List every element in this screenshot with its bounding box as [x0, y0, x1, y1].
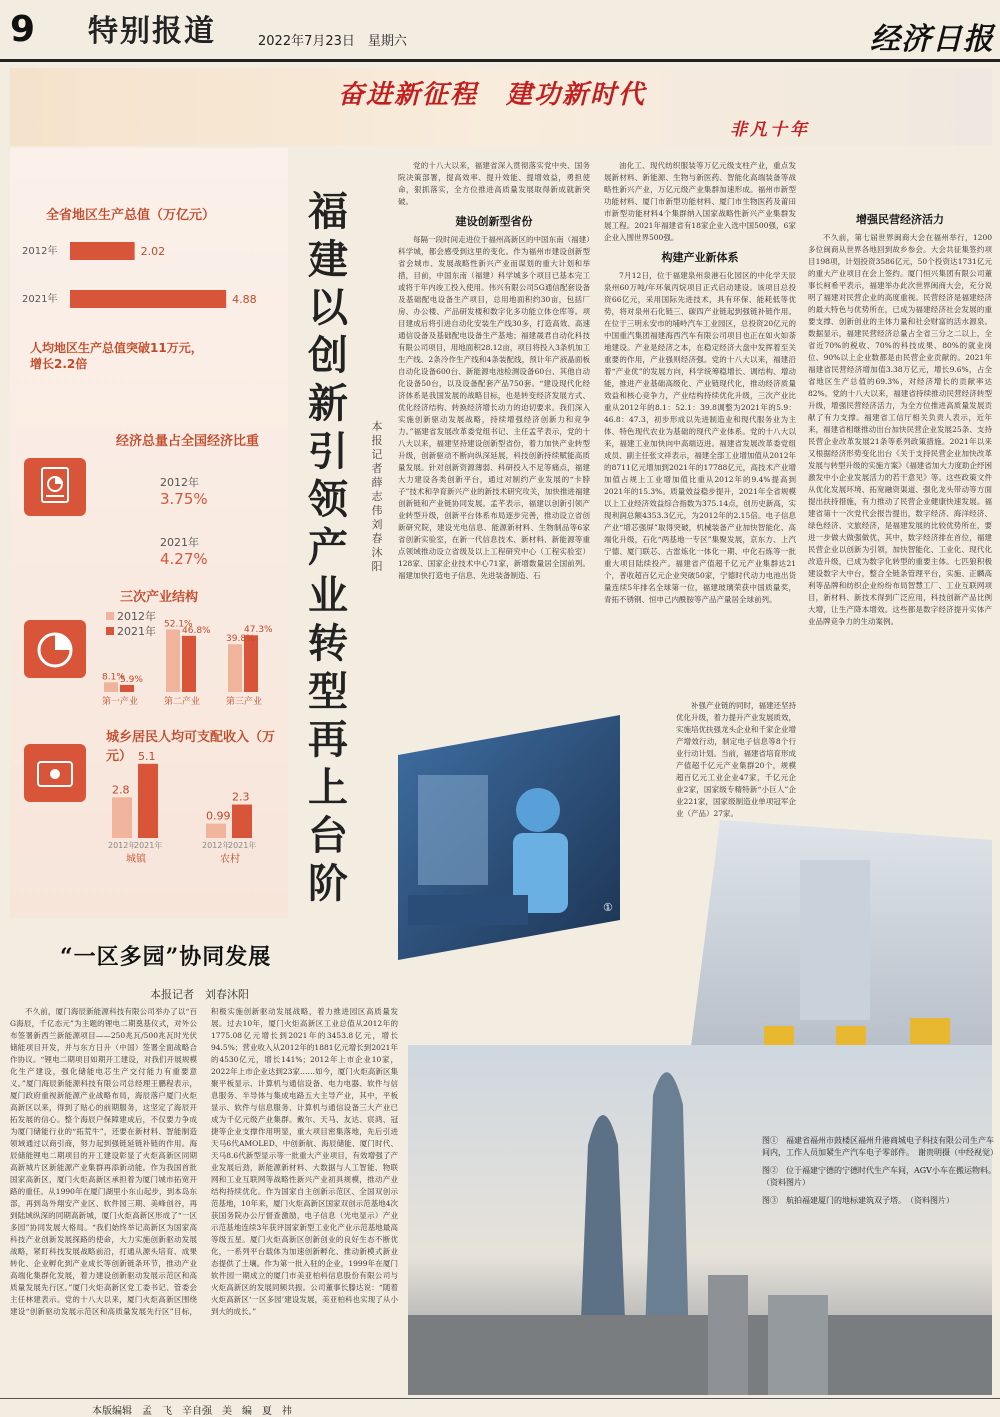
- industry-legend-2021: 2021年: [106, 623, 156, 639]
- article-column-1: 党的十八大以来，福建省深入贯彻落实党中央、国务院决策部署，提高效率、提升效能、提增效益，勇担使命，狠抓落实，全方位推进高质量发展取得新成就新突破。 建设创新型省份 每隔一段时间走进位于福州高新区的中国东南（福建）科学城，都会感受到这里的变化。作为福州市建设创新型省会城市、发展战略性新兴产业而谋划的重大计划和举措，目前，中国东南（福建）科学城多个项目已基本完工或将于年内竣工投入使用。伟兴有限公司5G通信配套设备及基础配电设备生产项目，总用地面积约30亩，包括厂房、办公楼、产品研发楼和数字化多功能立体仓库等。项目建成后将引进自动化安装生产线30多，打造高效、高速通信设备及基础配电设备生产基地；福建晟君自动化科技有限公司项目，用地面积28.12亩，项目将投入3条机加工生产线、2条冷作生产线和4条装配线，预计年产液晶面板自动化设备600台、新能源电池检测设备60台、其他自动化设备50台，以及设备配套产品750套。“建设现代化经济体系是我国发展的战略目标，也是转变经济发展方式、优化经济结构、转换经济增长动力的迫切要求。我们深入实施创新驱动发展战略，持续增强经济创新力和竞争力。”福建省发展改革委党组书记、主任孟芊表示，党的十八大以来，福建坚持建设创新型省份，着力加快产业转型升级，创新驱动不断向纵深延展，科技创新持续赋能高质量发展。针对创新资源薄弱、科研投入不足等痛点，福建大力建设各类创新平台，通过对制约产业发展的“卡脖子”技术和孕育新兴产业的新技术研究攻关，加快推进福建创新链和产业链协同发展。孟芊表示，福建以创新引领产业转型升级，创新平台体系布局逐步完善，推动设立省创新研究院，建设光电信息、能源新材料、生物制品等6家省创新实验室，在新一代信息技术、新材料、新能源等重点领域推动设立省级及以上工程研究中心（工程实验室）128家、国家企业技术中心71家，新增数量居全国前列。福建加快打造电子信息、先进装备制造、石: [398, 161, 590, 580]
- industry-value-2021: 5.9%: [120, 674, 143, 685]
- gdp-year-label: 2021年: [22, 294, 58, 305]
- article-byline: 本报记者 薛志伟 刘春沐阳: [371, 420, 394, 573]
- industry-value-2012: 8.1%: [102, 672, 125, 683]
- subhead-private-economy: 增强民营经济活力: [856, 213, 944, 226]
- industry-category-label: 第二产业: [164, 697, 201, 707]
- industry-bar-2021: [120, 685, 134, 692]
- income-year-2012: 2012年: [108, 841, 137, 850]
- income-year-2012: 2012年: [202, 841, 231, 850]
- gdp-bar: [70, 242, 135, 260]
- share-year-2021: 2021年: [160, 536, 199, 549]
- caption-1: 图① 福建省福州市鼓楼区福州升港商城电子科技有限公司生产车间内，工作人员加紧生产汽车电子零部件。 谢贵明摄（中经视觉）: [762, 1136, 998, 1157]
- income-bar-chart: [94, 738, 286, 868]
- industry-bar-2012: [166, 629, 180, 692]
- article-column-2b: 补强产业链的同时，福建还坚持优化升级，着力提升产业发展质效，实施培优扶强龙头企业和千家企业增产增效行动，制定电子信息等8个行业行动计划。当前，福建省培育形成产值超千亿元产业集群20个，规模超百亿元工业企业47家，千亿元企业2家，国家级专精特新“小巨人”企业221家，国家级制造业单项冠军企业（产品）27家。: [676, 701, 796, 818]
- industry-value-2012: 52.1%: [164, 619, 193, 630]
- masthead-logo: 经济日报: [870, 22, 994, 57]
- income-year-2021: 2021年: [228, 841, 257, 850]
- gdp-chart-title: 全省地区生产总值（万亿元）: [46, 208, 216, 223]
- banner-headline: 奋进新征程 建功新时代: [338, 80, 647, 110]
- income-category-label: 城镇: [126, 854, 146, 865]
- section2-title: “一区多园”协同发展: [60, 944, 272, 970]
- industry-legend-2012: 2012年: [106, 608, 156, 624]
- caption-2: 图② 位于福建宁德的宁德时代生产车间，AGV小车在搬运物料。 （资料图片）: [762, 1166, 1000, 1187]
- subhead-industry-system: 构建产业新体系: [661, 251, 739, 264]
- industry-category-label: 第三产业: [226, 697, 263, 707]
- income-chart-title: 城乡居民人均可支配收入（万元）: [106, 730, 276, 764]
- photo-factory-worker: [398, 715, 620, 960]
- share-year-2012: 2012年: [160, 476, 199, 489]
- section2-body: 不久前，厦门海辰新能源科技有限公司举办了以“百G海辰，千亿态元”为主题的锂电二期奠基仪式，对外公布签署新西兰新能源项目——250兆瓦/500兆瓦时光伏储能项目开发，并与东方日升（中国）签署全面战略合作协议。“锂电二期项目如期开工建设，对我们开展规模化生产建设，强化储能电芯生产交付能力有重要意义。”厦门海辰新能源科技有限公司总经理王鹏程表示，厦门政府重视新能源产业战略布局，海辰落户厦门火炬高新区以来，得到了贴心的前期服务，这坚定了海辰开拓发展的信心。整个海辰户保障建成后，不仅要力争成为厦门储能行业的“拓荒牛”，还要在新材料、智能制造领域通过以商引商，努力起到强链延链补链的作用。海辰储能锂电二期项目的开工建设彰显了火炬高新区同期高新城片区新能源产业集群再添新动能。作为我国首批国家高新区，厦门火炬高新区承担着为厦门城市拓宽开路的重任。从1990年在厦门湖里小东山起步，到本岛东部，再到岛外翔安产业区、软件园三期、美峰创谷，再到陆域纵深的同期高新城，厦门火炬高新区形成了“一区多园”协同发展大格局。“我们始终举记高新区为国家高科技产业创新发展探路的使命，大力实施创新驱动发展战略，紧盯科技发展战略前沿，打通从源头培育、成果转化、企业孵化到产业成长等创新链条环节，推动产业高端化集群化发展，着力建设创新驱动发展示范区和高质量发展先行区。”厦门火炬高新区党工委书记、管委会主任林建表示。党的十八大以来，厦门火炬高新区围绕建设“创新驱动发展示范区和高质量发展先行区”目标，积极实施创新驱动发展战略，着力推进园区高质量发展。过去10年，厦门火炬高新区工业总值从2012年的1775.08亿元增长到2021年的3453.8亿元，增长94.5%；营业收入从2012年的1881亿元增长到2021年的4530亿元，增长141%；2012年上市企业10家，2022年上市企业达到23家……如今，厦门火炬高新区集聚平板显示、计算机与通信设备、电力电器、软件与信息服务、半导体与集成电路五大主导产业，其中，平板显示、软件与信息服务、计算机与通信设备三大产业已成为千亿元级产业集群。戴尔、天马、友达、宸鸿、冠捷等企业支撑作用明显，重大项目密集落地，先后引进天马6代AMOLED、中创新航、海辰储能、厦门时代、天马8.6代新型显示等一批重大产业项目，有效增强了产业发展后劲，新能源新材料、大数据与人工智能、物联网和工业互联网等战略性新兴产业初具规模，推动产业结构持续优化。作为国家自主创新示范区、全国双创示范基地，10年来，厦门火炬高新区国家双创示范基地4次获国务院办公厅督查激励，电子信息（光电显示）产业示范基地连续3年获评国家新型工业化产业示范基地最高等级五星。厦门火炬高新区创新创业的良好生态不断优化，一系列平台载体为加速创新孵化、推动新模式新业态提供了土壤。作为第一批入驻的企业，1999年在厦门软件园一期成立的厦门市美亚柏科信息股份有限公司与火炬高新区的发展同频共振。公司董事长滕达说：“随着火炬高新区‘一区多园’建设发展，美亚柏科也实现了从小到大的成长。”: [10, 1007, 398, 1316]
- page-footer: 本版编辑 孟 飞 辛自强 美 编 夏 祎: [0, 1398, 1000, 1417]
- caption-3: 图③ 航拍福建厦门的地标建筑双子塔。 （资料图片）: [762, 1196, 954, 1205]
- income-bar-2012: [206, 824, 226, 838]
- income-bar-2021: [138, 764, 158, 838]
- article-column-2: 油化工、现代纺织服装等万亿元级支柱产业，重点发展新材料、新能源、生物与新医药、智能化高端装备等战略性新兴产业，万亿元级产业集群加速形成。福州市新型功能材料、厦门市新型功能材料、厦门市生物医药及莆田市新型功能材料4个集群纳入国家战略性新兴产业集群发展工程。2021年福建省有18家企业入选中国500强，6家企业入围世界500强。 构建产业新体系 7月12日，位于福建泉州泉港石化园区的中化学天辰泉州60万吨/年环氧丙烷项目正式启动建设。该项目总投资66亿元，采用国际先进技术，具有环保、能耗低等优势，将对泉州石化链三、碳四产业链起到强链补链作用。在位于三明永安市的埔岭汽车工业园区，总投资20亿元的中国重汽集团福建海西汽车有限公司项目也正在如火如荼地建设。产业是经济之本，在稳定经济大盘中发挥着至关重要的作用，产业强则经济强。党的十八大以来，福建沿着“产业优”的发展方向，科学统筹稳增长、调结构、增动能，推进产业基础高级化、产业链现代化，推动经济质量效益和核心竞争力，产业结构持续优化升级，三次产业比重从2012年的8.1：52.1：39.8调整为2021年的5.9：46.8：47.3，初步形成以先进制造业和现代服务业为主体、特色现代农业为基础的现代产业体系。党的十八大以来，福建工业加快向中高端迈进。福建省发展改革委党组成员、副主任张文祥表示，福建全部工业增加值从2012年的8711亿元增加到2021年的17788亿元，高技术产业增加值占规上工业增加值比重从2012年的9.4%提高到2021年的15.3%。质量效益稳步提升，2021年全省规模以上工业经济效益综合指数为375.14点，创历史新高，实现利润总额4353.3亿元，为2012年的2.15倍。电子信息产业“增芯强屏”取得突破，机械装备产业加快智能化、高端化升级，石化“两基地一专区”集聚发展，京东方、上汽宁德、厦门联芯、古雷炼化一体化一期、中化石炼等一批重大项目陆续投产。福建省产值超千亿元产业集群达21个，普收超百亿元企业突破50家，宁德时代动力电池出货量连续5年排名全球第一位，福建玻璃荣获中国质量奖，青拓不锈钢、恒申己内酰胺等产品产量居全球前列。: [604, 161, 796, 604]
- income-bar-2012: [112, 797, 132, 838]
- industry-category-label: 第一产业: [102, 697, 139, 707]
- banner-badge: 非凡十年: [730, 120, 810, 140]
- photo-captions: [762, 1135, 1000, 1207]
- income-value-2021: 5.1: [138, 749, 156, 763]
- section2-byline: 本报记者 刘春沐阳: [150, 988, 249, 1001]
- clipboard-chart-icon: [24, 458, 86, 516]
- gdp-value-label: 4.88: [232, 293, 257, 306]
- income-value-2021: 2.3: [232, 790, 250, 804]
- gdp-note: 人均地区生产总值突破11万元，增长2.2倍: [30, 341, 203, 371]
- industry-bar-2012: [104, 682, 118, 692]
- issue-date: 2022年7月23日 星期六: [258, 34, 407, 49]
- photo-badge-1: ①: [603, 901, 613, 914]
- share-chart-title: 经济总量占全国经济比重: [116, 434, 260, 449]
- share-value-2012: 3.75%: [160, 490, 208, 508]
- gdp-bar: [70, 290, 226, 308]
- infographic-panel: [10, 148, 288, 918]
- income-bar-2021: [232, 805, 252, 838]
- article-title: 福建以创新引领产业转型再上台阶: [308, 189, 348, 907]
- page-header: [0, 0, 1000, 62]
- photo-xiamen-twin-towers: [408, 1045, 1000, 1395]
- share-value-2021: 4.27%: [160, 550, 208, 568]
- article-column-3: 增强民营经济活力 不久前，第七届世界闽商大会在福州举行，1200多位闽商从世界各地回到故乡参会。大会共征集签约项目198项，计划投资3586亿元，50个投资达1731亿元的重大产业项目在会上签约。厦门恒兴集团有限公司董事长柯希平表示，福建举办此次世界闽商大会，充分说明了福建对民营企业的高度重视。民营经济是福建经济的最大特色与优势所在，已成为福建经济社会发展的重要支撑、创新创业的主体力量和社会财富的活水源泉。数据显示，福建民营经济总量占全省三分之二以上，全省近70%的税收、70%的科技成果、80%的就业岗位、90%以上企业数都是由民营企业贡献的。2021年福建省民营经济增加值3.38万亿元，增长9.6%，占全省地区生产总值的69.3%，对经济增长的贡献率达82%。党的十八大以来，福建省持续推动民营经济转型升级，增强民营经济活力，为全方位推进高质量发展贡献了有力支撑。福建省工信厅相关负责人表示，近年来，福建省相继推动出台加快民营企业发展25条、支持民营企业改革发展21条等系列政策措施。2021年以来又根据经济形势变化出台《关于支持民营企业加快改革发展与转型升级的实施方案》《福建省加大力度助企纾困激发中小企业发展活力的若干意见》等。这些政策文件从优化发展环境、拓宽融资渠道、强化龙头带动等方面提出扶持措施，有力推动了民营企业健康快速发展。福建省第十一次党代会报告提出，数字经济、海洋经济、绿色经济、文旅经济，是福建发展的比较优势所在，要进一步做大做强做优，其中，数字经济排在首位，福建民营企业以创新为引领，加快智能化、工业化、现代化改造升级，已成为数字化转型的重要主体。七匹狼积极建设数字大中台，整合全链条管理平台，实施、正麟高利等品牌和纺织企业纷纷布局智慧工厂、工业互联网项目，新材料、新技术得到广泛应用，科技创新产品比例大增，让生产降本增效。这些都是数字经济提升实体产业品牌竞争力的生动案例。: [808, 213, 992, 626]
- section-name: 特别报道: [88, 14, 216, 49]
- income-value-2012: 2.8: [112, 783, 130, 797]
- industry-value-2012: 39.8%: [226, 634, 255, 645]
- industry-bar-2012: [228, 644, 242, 692]
- wallet-icon: [24, 744, 86, 802]
- pie-chart-icon: [24, 620, 86, 678]
- subhead-innovation: 建设创新型省份: [455, 215, 533, 228]
- page-number: 9: [10, 9, 36, 50]
- income-category-label: 农村: [220, 854, 240, 865]
- income-year-2021: 2021年: [134, 841, 163, 850]
- industry-chart-title: 三次产业结构: [120, 590, 199, 605]
- gdp-bar-chart: [20, 228, 280, 328]
- industry-value-2021: 47.3%: [244, 625, 273, 636]
- gdp-year-label: 2012年: [22, 246, 58, 257]
- industry-bar-2021: [182, 636, 196, 692]
- income-value-2012: 0.99: [206, 809, 231, 823]
- industry-value-2021: 46.8%: [182, 625, 211, 636]
- gdp-value-label: 2.02: [140, 245, 166, 258]
- industry-bar-chart: [94, 604, 286, 708]
